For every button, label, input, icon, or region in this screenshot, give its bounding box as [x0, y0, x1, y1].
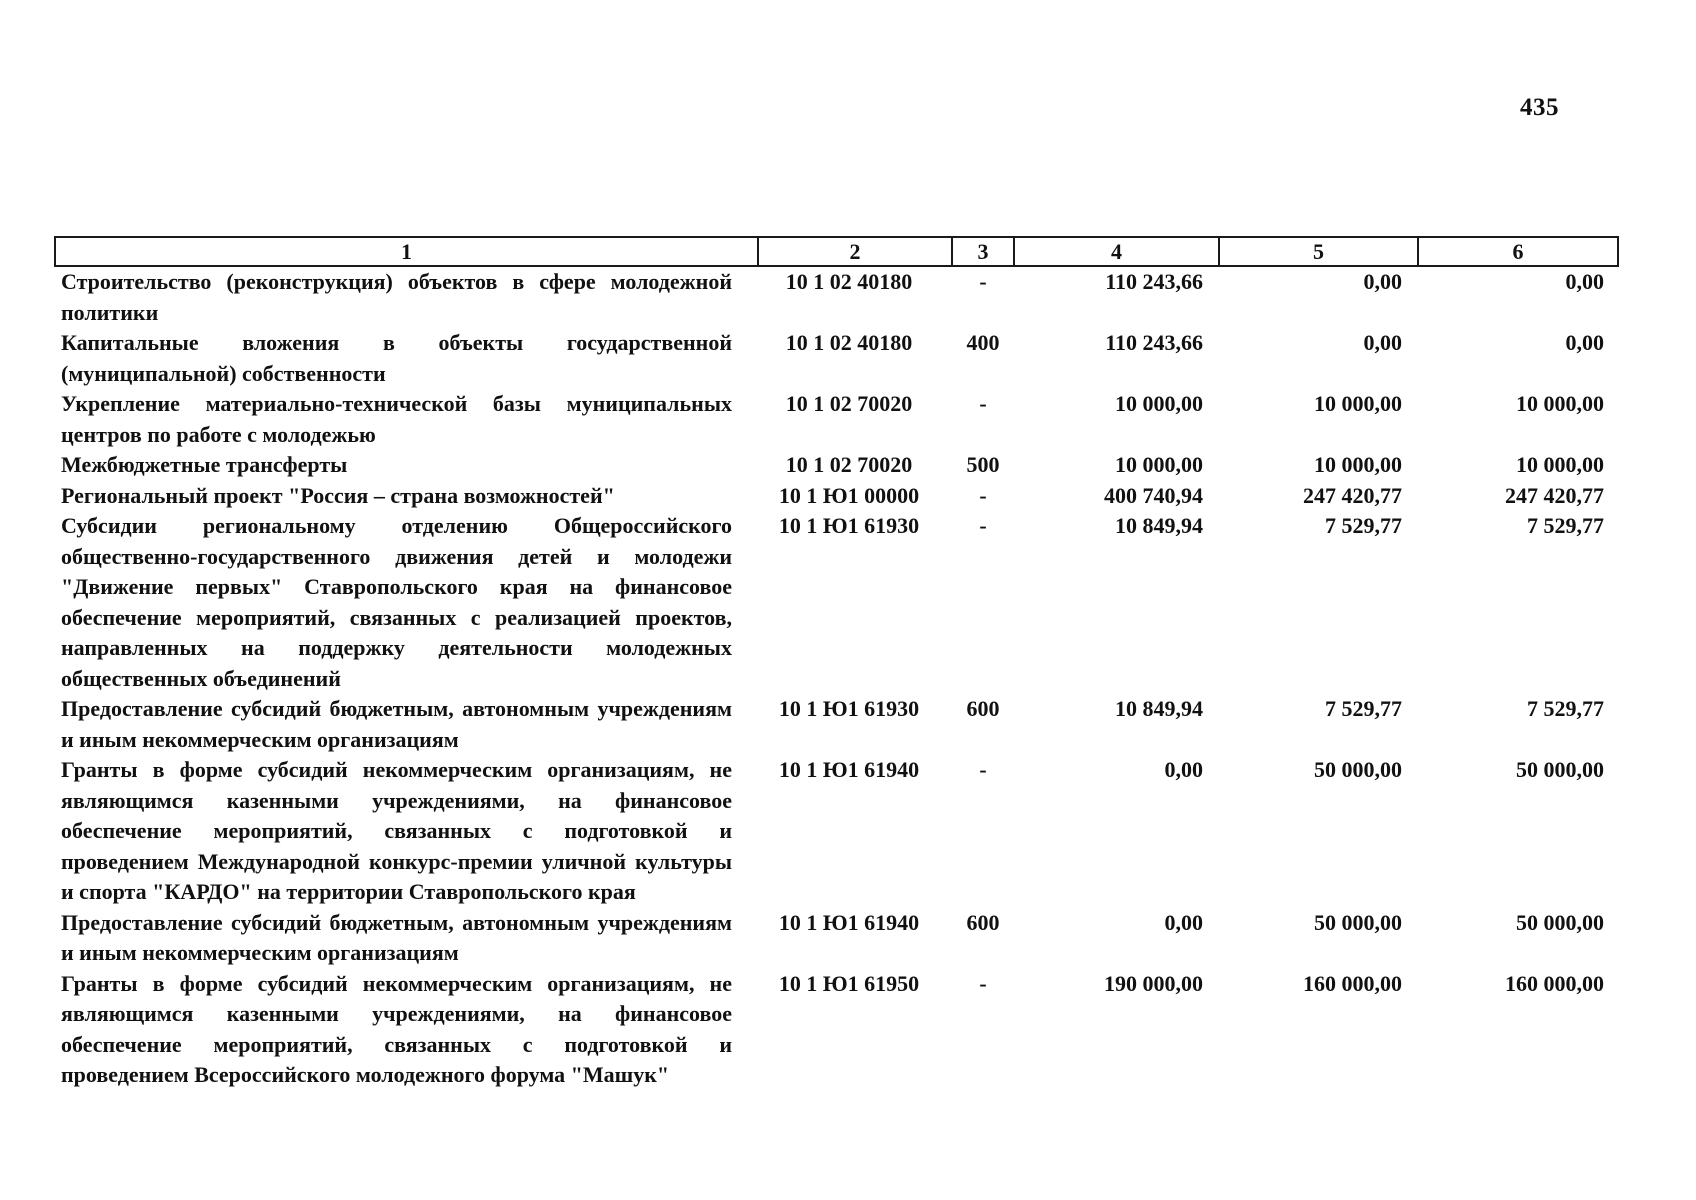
budget-table	[54, 236, 1619, 1091]
table-row	[55, 969, 1618, 1091]
row-amount-col4: 110 243,66	[1105, 330, 1203, 355]
row-amount-col4: 10 000,00	[1115, 452, 1203, 477]
row-name: Строительство (реконструкция) объектов в сфере молодежной политики	[61, 269, 732, 325]
header-col-4: 4	[1014, 237, 1219, 266]
row-amount-col5: 10 000,00	[1314, 391, 1402, 416]
row-expense-type: -	[979, 757, 987, 782]
row-amount-col5: 247 420,77	[1303, 482, 1402, 508]
row-amount-col4: 0,00	[1164, 909, 1203, 935]
row-amount-col6: 50 000,00	[1516, 909, 1604, 935]
header-col-1: 1	[55, 237, 758, 266]
row-amount-col6: 7 529,77	[1527, 513, 1604, 538]
row-amount-col6: 50 000,00	[1516, 757, 1604, 782]
table-row	[55, 389, 1618, 450]
row-code: 10 1 Ю1 61930	[778, 513, 920, 538]
table-row	[55, 694, 1618, 755]
row-expense-type: -	[979, 269, 987, 294]
row-amount-col5: 10 000,00	[1314, 452, 1402, 477]
row-code: 10 1 Ю1 61940	[778, 909, 920, 935]
row-expense-type: -	[979, 391, 987, 416]
row-amount-col6: 7 529,77	[1527, 696, 1604, 721]
header-col-2: 2	[758, 237, 952, 266]
row-expense-type: -	[979, 482, 987, 508]
row-name: Капитальные вложения в объекты государственной (муниципальной) собственности	[61, 330, 732, 386]
row-amount-col4: 400 740,94	[1104, 482, 1203, 508]
row-expense-type: -	[979, 513, 987, 538]
table-row	[55, 511, 1618, 694]
row-expense-type: 600	[966, 909, 1000, 935]
row-amount-col6: 10 000,00	[1516, 452, 1604, 477]
page-number: 435	[1520, 94, 1559, 121]
row-expense-type: -	[979, 970, 987, 996]
row-amount-col6: 160 000,00	[1505, 970, 1604, 996]
table-row	[55, 755, 1618, 908]
row-amount-col4: 10 849,94	[1115, 696, 1203, 721]
row-code: 10 1 Ю1 00000	[778, 482, 920, 508]
table-row	[55, 450, 1618, 481]
row-amount-col5: 7 529,77	[1325, 513, 1402, 538]
table-row	[55, 328, 1618, 389]
row-amount-col5: 50 000,00	[1314, 909, 1402, 935]
row-name: Гранты в форме субсидий некоммерческим организациям, не являющимся казенными учреждениями, на финансовое обеспечение мероприятий, связанных с подготовкой и проведением Всероссийского молодежного форума "Машук"	[61, 970, 732, 1087]
row-code: 10 1 Ю1 61930	[778, 696, 920, 721]
row-code: 10 1 Ю1 61950	[778, 970, 920, 996]
row-code: 10 1 Ю1 61940	[778, 757, 920, 782]
header-col-5: 5	[1219, 237, 1418, 266]
row-code: 10 1 02 40180	[785, 269, 913, 294]
row-amount-col5: 7 529,77	[1325, 696, 1402, 721]
row-amount-col5: 160 000,00	[1303, 970, 1402, 996]
row-name: Гранты в форме субсидий некоммерческим организациям, не являющимся казенными учреждениями, на финансовое обеспечение мероприятий, связанных с подготовкой и проведением Международной конкурс-премии уличной культуры и спорта "КАРДО" на территории Ставропольского края	[61, 757, 732, 904]
table-row	[55, 908, 1618, 969]
header-col-3: 3	[952, 237, 1014, 266]
row-amount-col4: 10 000,00	[1115, 391, 1203, 416]
row-amount-col5: 50 000,00	[1314, 757, 1402, 782]
row-amount-col4: 110 243,66	[1105, 269, 1203, 294]
row-amount-col5: 0,00	[1363, 330, 1402, 355]
row-amount-col6: 0,00	[1565, 330, 1604, 355]
row-amount-col4: 0,00	[1164, 757, 1203, 782]
row-amount-col6: 10 000,00	[1516, 391, 1604, 416]
row-expense-type: 400	[966, 330, 1000, 355]
row-name: Межбюджетные трансферты	[61, 452, 348, 477]
table-header	[55, 237, 1618, 266]
row-amount-col4: 10 849,94	[1115, 513, 1203, 538]
row-amount-col6: 247 420,77	[1505, 482, 1604, 508]
row-code: 10 1 02 70020	[785, 391, 913, 416]
table-row	[55, 481, 1618, 512]
row-name: Укрепление материально-технической базы муниципальных центров по работе с молодежью	[61, 391, 732, 447]
table-row	[55, 266, 1618, 328]
row-expense-type: 600	[966, 696, 1000, 721]
table-body	[55, 266, 1618, 1091]
row-name: Предоставление субсидий бюджетным, автономным учреждениям и иным некоммерческим организациям	[61, 696, 732, 752]
row-name: Предоставление субсидий бюджетным, автономным учреждениям и иным некоммерческим организациям	[61, 909, 732, 965]
row-amount-col5: 0,00	[1363, 269, 1402, 294]
row-code: 10 1 02 70020	[785, 452, 913, 477]
row-expense-type: 500	[966, 452, 1000, 477]
header-col-6: 6	[1418, 237, 1618, 266]
row-amount-col6: 0,00	[1565, 269, 1604, 294]
row-code: 10 1 02 40180	[785, 330, 913, 355]
row-name: Субсидии региональному отделению Общероссийского общественно-государственного движения детей и молодежи "Движение первых" Ставропольского края на финансовое обеспечение мероприятий, связанных с реализацией проектов, направленных на поддержку деятельности молодежных общественных объединений	[61, 513, 732, 691]
row-name: Региональный проект "Россия – страна возможностей"	[61, 482, 615, 508]
row-amount-col4: 190 000,00	[1104, 970, 1203, 996]
header-row	[55, 237, 1618, 266]
